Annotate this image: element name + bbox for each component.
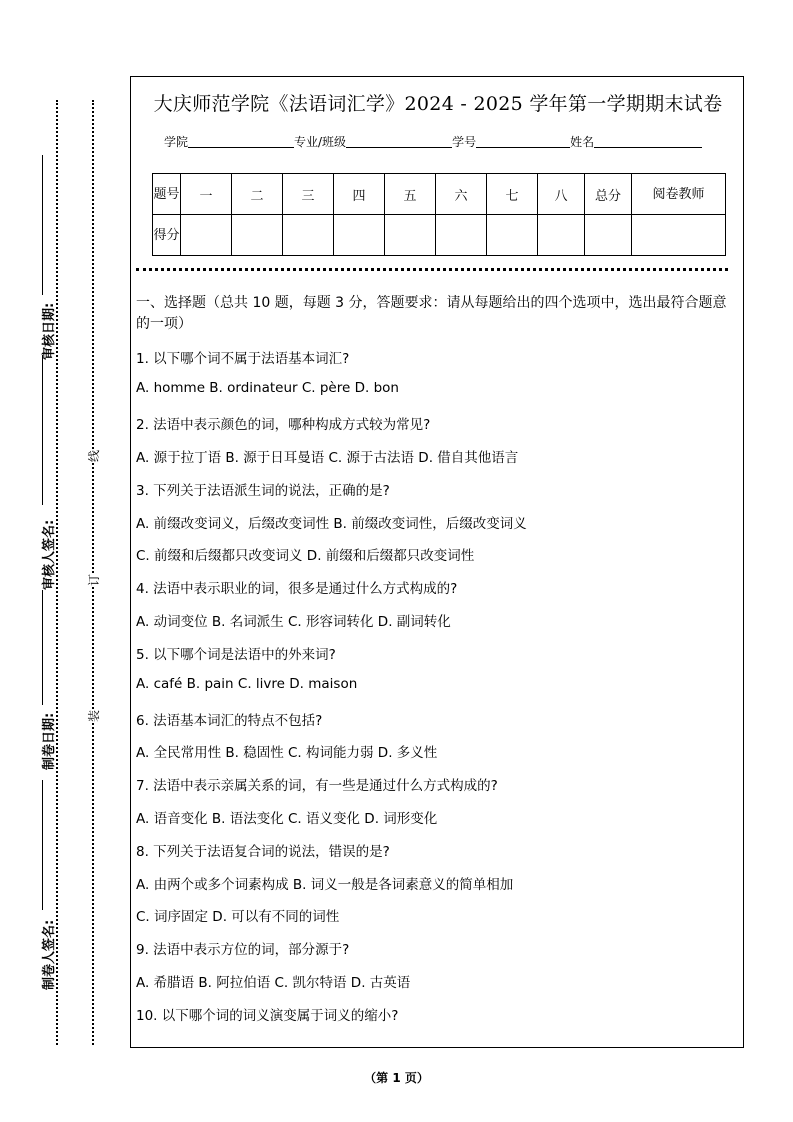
section-title: 一、选择题（总共 10 题，每题 3 分，答题要求：请从每题给出的四个选项中，选出最符合题意的一项） <box>136 295 727 332</box>
col-total: 总分 <box>585 174 632 215</box>
col-8: 八 <box>538 174 585 215</box>
college-field[interactable] <box>188 135 294 148</box>
exam-title: 大庆师范学院《法语词汇学》2024 - 2025 学年第一学期期末试卷 <box>153 93 723 115</box>
score-table-header-row <box>153 174 726 215</box>
student-id-field[interactable] <box>476 135 570 148</box>
col-1: 一 <box>181 174 232 215</box>
maker-sign-label: 制卷人签名: <box>42 919 57 990</box>
cut-line-inner <box>92 100 94 1045</box>
question-line: 10. 以下哪个词的词义演变属于词义的缩小? <box>136 1008 399 1024</box>
col-2: 二 <box>232 174 283 215</box>
score-cell[interactable] <box>232 215 283 256</box>
score-cell-grader[interactable] <box>632 215 726 256</box>
name-label: 姓名 <box>570 135 595 149</box>
col-grader: 阅卷教师 <box>632 174 726 215</box>
question-line: 6. 法语基本词汇的特点不包括? <box>136 713 323 729</box>
score-cell[interactable] <box>181 215 232 256</box>
page-number: （第 1 页） <box>364 1071 429 1085</box>
col-3: 三 <box>283 174 334 215</box>
row-label-question: 题号 <box>153 174 181 215</box>
reviewer-date-line <box>42 155 43 295</box>
bind-char-zhuang: 装 <box>87 709 102 723</box>
bind-char-ding: 订 <box>87 573 102 587</box>
score-cell[interactable] <box>487 215 538 256</box>
college-label: 学院 <box>164 135 189 149</box>
score-cell-total[interactable] <box>585 215 632 256</box>
name-field[interactable] <box>594 135 702 148</box>
options-line: A. café B. pain C. livre D. maison <box>136 676 358 692</box>
question-line: 5. 以下哪个词是法语中的外来词? <box>136 647 336 663</box>
reviewer-sign-line <box>42 355 43 505</box>
score-table-score-row <box>153 215 726 256</box>
binding-margin <box>0 0 128 1122</box>
options-line: C. 词序固定 D. 可以有不同的词性 <box>136 909 340 925</box>
question-line: 4. 法语中表示职业的词，很多是通过什么方式构成的? <box>136 581 458 597</box>
options-line: A. 语音变化 B. 语法变化 C. 语义变化 D. 词形变化 <box>136 811 438 827</box>
maker-date-line <box>42 590 43 705</box>
options-line: A. 全民常用性 B. 稳固性 C. 构词能力弱 D. 多义性 <box>136 745 438 761</box>
question-line: 7. 法语中表示亲属关系的词，有一些是通过什么方式构成的? <box>136 778 498 794</box>
dotted-separator <box>136 268 728 271</box>
reviewer-sign-label: 审核人签名: <box>42 519 57 590</box>
question-line: 1. 以下哪个词不属于法语基本词汇? <box>136 351 350 367</box>
col-6: 六 <box>436 174 487 215</box>
score-table <box>152 173 726 256</box>
question-line: 3. 下列关于法语派生词的说法，正确的是? <box>136 483 390 499</box>
maker-date-label: 制卷日期: <box>42 712 57 770</box>
reviewer-date-label: 审核日期: <box>42 302 57 360</box>
cut-line-outer <box>56 100 58 1045</box>
exam-frame <box>130 76 744 1048</box>
options-line: A. 源于拉丁语 B. 源于日耳曼语 C. 源于古法语 D. 借自其他语言 <box>136 450 519 466</box>
bind-char-xian: 线 <box>87 449 102 463</box>
score-cell[interactable] <box>538 215 585 256</box>
major-class-label: 专业/班级 <box>294 135 347 149</box>
question-line: 9. 法语中表示方位的词，部分源于? <box>136 942 350 958</box>
options-line: C. 前缀和后缀都只改变词义 D. 前缀和后缀都只改变词性 <box>136 548 475 564</box>
col-5: 五 <box>385 174 436 215</box>
score-cell[interactable] <box>385 215 436 256</box>
options-line: A. 前缀改变词义，后缀改变词性 B. 前缀改变词性，后缀改变词义 <box>136 516 527 532</box>
maker-sign-line <box>42 780 43 910</box>
options-line: A. 希腊语 B. 阿拉伯语 C. 凯尔特语 D. 古英语 <box>136 975 411 991</box>
col-4: 四 <box>334 174 385 215</box>
score-cell[interactable] <box>283 215 334 256</box>
col-7: 七 <box>487 174 538 215</box>
options-line: A. 由两个或多个词素构成 B. 词义一般是各词素意义的简单相加 <box>136 877 514 893</box>
student-info-row <box>164 133 702 150</box>
row-label-score: 得分 <box>153 215 181 256</box>
major-class-field[interactable] <box>346 135 452 148</box>
question-line: 8. 下列关于法语复合词的说法，错误的是? <box>136 844 390 860</box>
score-cell[interactable] <box>334 215 385 256</box>
question-line: 2. 法语中表示颜色的词，哪种构成方式较为常见? <box>136 417 431 433</box>
options-line: A. homme B. ordinateur C. père D. bon <box>136 380 399 396</box>
options-line: A. 动词变位 B. 名词派生 C. 形容词转化 D. 副词转化 <box>136 614 451 630</box>
score-cell[interactable] <box>436 215 487 256</box>
student-id-label: 学号 <box>452 135 477 149</box>
